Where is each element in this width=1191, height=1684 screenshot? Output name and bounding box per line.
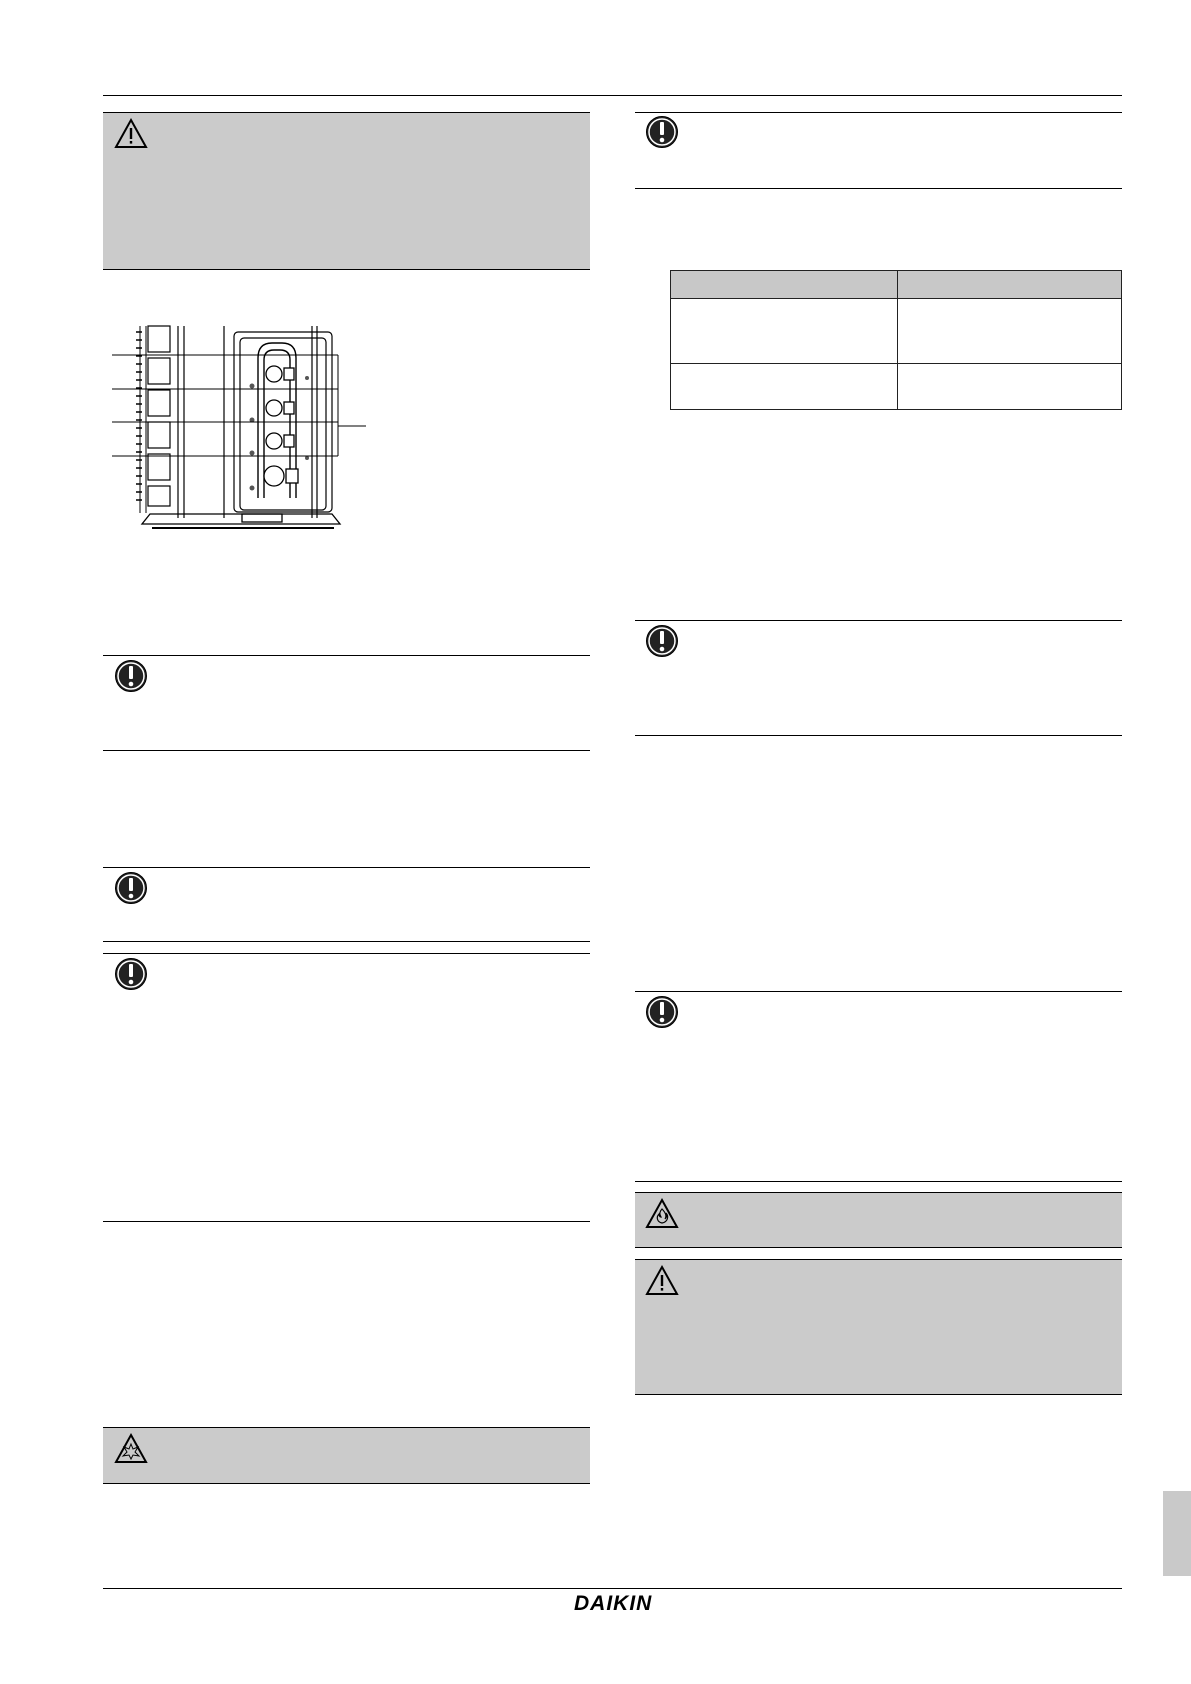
notice-rule-bottom [635, 735, 1122, 736]
notice-rule-bottom [635, 188, 1122, 189]
exclamation-circle-icon [645, 995, 679, 1029]
table-header-row [671, 271, 1121, 299]
notice-rule-top [635, 991, 1122, 992]
warning-triangle-icon [645, 1264, 679, 1298]
warning-panel-bottom-rule [103, 269, 590, 270]
flammable-warning-icon [645, 1197, 679, 1231]
chapter-thumb-tab [1163, 1491, 1191, 1576]
stop-valve-drawing [112, 318, 377, 543]
exclamation-circle-icon [114, 659, 148, 693]
explosion-warning-icon [114, 1432, 148, 1466]
notice-rule-top [635, 112, 1122, 113]
warning-panel [635, 1260, 1122, 1394]
warning-panel-top-rule [103, 112, 590, 113]
table-column-divider [897, 271, 898, 409]
exclamation-circle-icon [645, 115, 679, 149]
notice-rule-bottom [103, 750, 590, 751]
warning-panel [103, 113, 590, 269]
flammable-panel-top-rule [635, 1192, 1122, 1193]
notice-rule-top [103, 655, 590, 656]
explosion-panel-bottom-rule [103, 1483, 590, 1484]
daikin-logo: DAIKIN [574, 1592, 653, 1615]
notice-rule-bottom [103, 1221, 590, 1222]
flammable-panel-bottom-rule [635, 1247, 1122, 1248]
warning-panel-bottom-rule [635, 1394, 1122, 1395]
table-row-divider [671, 363, 1121, 364]
flammable-warning-panel [635, 1193, 1122, 1247]
exclamation-circle-icon [114, 871, 148, 905]
explosion-panel-top-rule [103, 1427, 590, 1428]
notice-rule-bottom [635, 1181, 1122, 1182]
exclamation-circle-icon [645, 624, 679, 658]
notice-rule-top [103, 953, 590, 954]
explosion-warning-panel [103, 1428, 590, 1483]
footer-rule [103, 1588, 1122, 1589]
warning-panel-top-rule [635, 1259, 1122, 1260]
header-rule [103, 95, 1122, 96]
notice-rule-top [635, 620, 1122, 621]
data-table [670, 270, 1122, 410]
exclamation-circle-icon [114, 957, 148, 991]
warning-triangle-icon [114, 117, 148, 151]
notice-rule-bottom [103, 941, 590, 942]
notice-rule-top [103, 867, 590, 868]
